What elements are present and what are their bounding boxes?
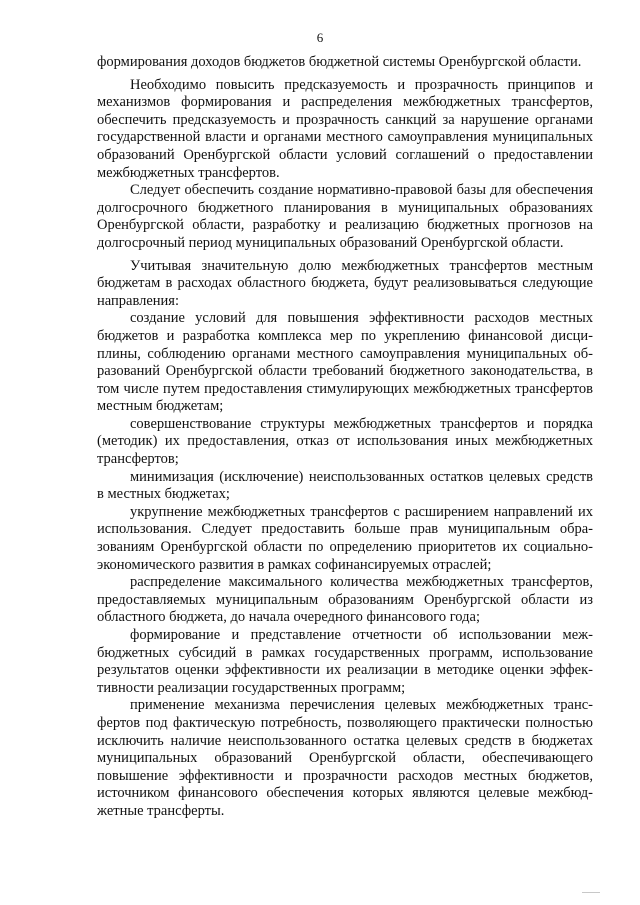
paragraph: Учитывая значительную долю межбюджетных трансфертов местным бюджетам в расходах областного бюджета, будут реализовываться следующие направления: (97, 257, 593, 309)
list-item: формирование и представление отчетности об использовании межбюджетных субсидий в рамках государственных программ, использование результатов оценки эффективности их реализации в методике оценки эффективности реализации государственных программ; (97, 627, 593, 696)
document-body (97, 54, 593, 821)
scan-artifact (582, 892, 600, 893)
page-number: 6 (316, 30, 324, 45)
list-item: минимизация (исключение) неиспользованных остатков целевых средств в местных бюджетах; (97, 468, 593, 503)
list-item: распределение максимального количества межбюджетных трансфертов, предоставляемых муниципальным образованиям Оренбургской области из областного бюджета, до начала очередного финансового года; (97, 574, 593, 626)
list-item: укрупнение межбюджетных трансфертов с расширением направлений их использования. Следует предоставить больше прав муниципальным образованиям Оренбургской области по определению приоритетов их социально-экономического развития в рамках софинансируемых отраслей; (97, 503, 593, 573)
paragraph: Необходимо повысить предсказуемость и прозрачность принципов и механизмов формирования и распределения межбюджетных трансфертов, обеспечить предсказуемость и прозрачность санкций за нарушение органами государственной власти и органами местного самоуправления муниципальных образований Оренбургской области условий соглашений о предоставлении межбюджетных трансфертов. (97, 76, 593, 181)
list-item: создание условий для повышения эффективности расходов местных бюджетов и разработка комплекса мер по укреплению финансовой дисциплины, соблюдению органами местного самоуправления муниципальных образований Оренбургской области требований бюджетного законодательства, в том числе путем предоставления стимулирующих межбюджетных трансфертов местным бюджетам; (97, 310, 593, 415)
list-item: совершенствование структуры межбюджетных трансфертов и порядка (методик) их предоставления, отказ от использования иных межбюджетных трансфертов; (97, 415, 593, 468)
paragraph: Следует обеспечить создание нормативно-правовой базы для обеспечения долгосрочного бюджетного планирования в муниципальных образованиях Оренбургской области, разработку и реализацию бюджетных прогнозов на долгосрочный период муниципальных образований Оренбургской области. (97, 182, 593, 251)
paragraph-continuation: формирования доходов бюджетов бюджетной системы Оренбургской области. (97, 54, 582, 70)
list-item: применение механизма перечисления целевых межбюджетных трансфертов под фактическую потребность, позволяющего практически полностью исключить наличие неиспользованного остатка целевых средств в бюджетах муниципальных образований Оренбургской области, обеспечивающего повышение эффективности и прозрачности расходов местных бюджетов, источником финансового обеспечения которых являются целевые межбюджетные трансферты. (97, 697, 593, 819)
